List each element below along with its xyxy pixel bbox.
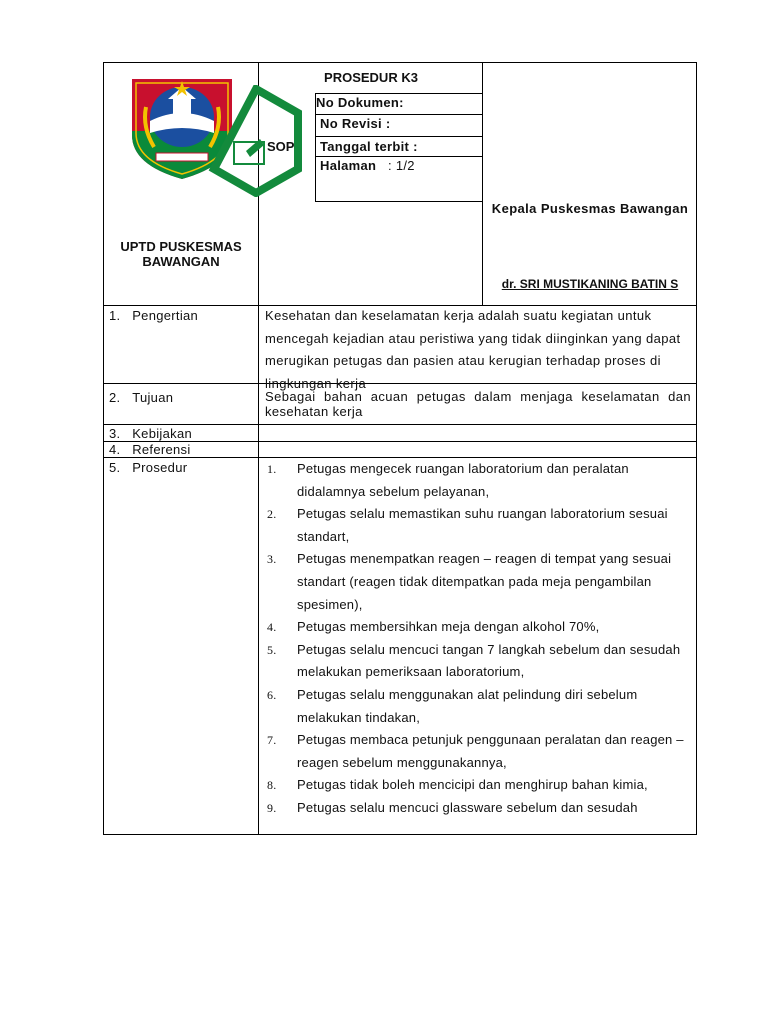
procedure-table: [103, 304, 697, 835]
procedure-step: [265, 639, 691, 684]
procedure-step: [265, 684, 691, 729]
doc-number-row: No Dokumen:: [316, 95, 404, 110]
row-pengertian-label: 1. Pengertian: [109, 308, 199, 323]
step-text: Petugas membersihkan meja dengan alkohol 70%,: [297, 619, 600, 635]
procedure-step: [265, 729, 691, 774]
row-tujuan-label: 2. Tujuan: [109, 390, 174, 405]
procedure-step: [265, 774, 691, 797]
procedure-step: [265, 458, 691, 503]
org-name: UPTD PUSKESMAS BAWANGAN: [120, 239, 242, 269]
revision-row: No Revisi :: [320, 116, 391, 131]
step-text: Petugas mengecek ruangan laboratorium dan peralatan didalamnya sebelum pelayanan,: [297, 461, 629, 499]
step-number: 4.: [267, 620, 277, 635]
step-number: 9.: [267, 800, 277, 815]
pengertian-text: Kesehatan dan keselamatan kerja adalah suatu kegiatan untuk mencegah kejadian atau peristiwa yang tidak diinginkan yang dapat merugikan petugas dan pasien atau kerugian terhadap proses di lingkungan kerja: [265, 308, 681, 391]
signatory-title: Kepala Puskesmas Bawangan: [491, 201, 689, 216]
document-info-table: [315, 93, 482, 202]
step-text: Petugas tidak boleh mencicipi dan menghirup bahan kimia,: [297, 777, 648, 793]
step-number: 2.: [267, 507, 277, 522]
step-number: 5.: [267, 642, 277, 657]
step-number: 8.: [267, 778, 277, 793]
signatory-name: dr. SRI MUSTIKANING BATIN S: [501, 277, 679, 291]
procedure-step: [265, 503, 691, 548]
step-text: Petugas membaca petunjuk penggunaan peralatan dan reagen – reagen sebelum menggunakannya,: [297, 732, 684, 770]
issue-date-row: Tanggal terbit :: [320, 139, 418, 154]
step-text: Petugas selalu mencuci tangan 7 langkah sebelum dan sesudah melakukan pemeriksaan laboratorium,: [297, 641, 681, 680]
document-header: [103, 62, 697, 306]
step-text: Petugas menempatkan reagen – reagen di tempat yang sesuai standart (reagen tidak ditempatkan pada meja pengambilan spesimen),: [297, 551, 672, 612]
step-number: 6.: [267, 687, 277, 702]
document-title: PROSEDUR K3: [324, 70, 418, 85]
tujuan-text: Sebagai bahan acuan petugas dalam menjaga keselamatan dan kesehatan kerja: [265, 389, 691, 419]
sop-document: [103, 62, 697, 836]
procedure-steps-list: [265, 458, 691, 820]
step-number: 3.: [267, 552, 277, 567]
step-text: Petugas selalu mencuci glassware sebelum dan sesudah: [297, 799, 638, 815]
procedure-step: [265, 797, 691, 820]
step-number: 7.: [267, 733, 277, 748]
step-text: Petugas selalu menggunakan alat pelindung diri sebelum melakukan tindakan,: [297, 686, 638, 725]
step-number: 1.: [267, 462, 277, 476]
procedure-step: [265, 548, 691, 616]
step-text: Petugas selalu memastikan suhu ruangan laboratorium sesuai standart,: [297, 506, 668, 544]
page-row: Halaman : 1/2: [320, 158, 415, 173]
row-prosedur-label: 5. Prosedur: [109, 460, 188, 475]
row-referensi-label: 4. Referensi: [109, 442, 191, 457]
header-divider-right: [482, 63, 483, 305]
sop-label: SOP: [267, 139, 295, 154]
procedure-step: [265, 616, 691, 639]
row-kebijakan-label: 3. Kebijakan: [109, 426, 193, 441]
